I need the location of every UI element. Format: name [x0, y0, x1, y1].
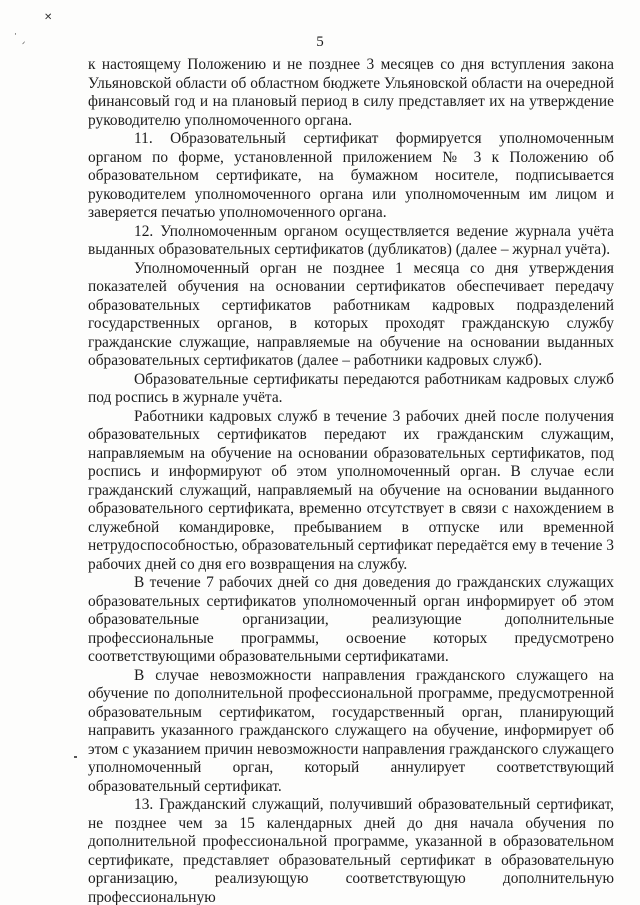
paragraph-13: 13. Гражданский служащий, получивший образовательный сертификат, не позднее чем за 15 календарных дней до дня начала обучения по дополнительной профессиональной программе, указанной в образовательном сертификате, представляет образовательный сертификат в образовательную организацию, реализующую соответствующую дополнительную профессиональную — [88, 796, 614, 905]
paragraph: В течение 7 рабочих дней со дня доведения до гражданских служащих образовательных сертификатов уполномоченный орган информирует об этом образовательные организации, реализующие дополнительные профессиональные программы, освоение которых предусмотрено соответствующими образовательными сертификатами. — [88, 574, 614, 665]
paragraph-11: 11. Образовательный сертификат формируется уполномоченным органом по форме, установленной приложением № 3 к Положению об образовательном сертификате, на бумажном носителе, подписывается руководителем уполномоченного органа или уполномоченным им лицом и заверяется печатью уполномоченного органа. — [88, 130, 614, 221]
document-body — [88, 56, 614, 905]
scan-mark: ᐟ — [22, 40, 26, 49]
paragraph: Работники кадровых служб в течение 3 рабочих дней после получения образовательных сертификатов передают их гражданским служащим, направляемым на обучение на основании образовательных сертификатов, под роспись и информируют об этом уполномоченный орган. В случае если гражданский служащий, направляемый на обучение на основании выданного образовательного сертификата, временно отсутствует в связи с нахождением в служебной командировке, пребыванием в отпуске или временной нетрудоспособностью, образовательный сертификат передаётся ему в течение 3 рабочих дней со дня его возвращения на службу. — [88, 407, 614, 573]
paragraph-12: 12. Уполномоченным органом осуществляется ведение журнала учёта выданных образовательных сертификатов (дубликатов) (далее – журнал учёта). — [88, 222, 614, 258]
paragraph: В случае невозможности направления гражданского служащего на обучение по дополнительной профессиональной программе, предусмотренной образовательным сертификатом, государственный орган, планирующий направить указанного гражданского служащего на обучение, информирует об этом с указанием причин невозможности направления гражданского служащего уполномоченный орган, который аннулирует соответствующий образовательный сертификат. — [88, 666, 614, 795]
page-number: 5 — [316, 34, 324, 50]
paragraph: Уполномоченный орган не позднее 1 месяца со дня утверждения показателей обучения на основании сертификатов обеспечивает передачу образовательных сертификатов работникам кадровых подразделений государственных органов, в которых проходят гражданскую службу гражданские служащие, направляемые на обучение на основании выданных образовательных сертификатов (далее – работники кадровых служб). — [88, 259, 614, 369]
paragraph-continuation: к настоящему Положению и не позднее 3 месяцев со дня вступления закона Ульяновской области об областном бюджете Ульяновской области на очередной финансовый год и на плановый период в силу представляет их на утверждение руководителю уполномоченного органа. — [88, 56, 614, 129]
paragraph: Образовательные сертификаты передаются работникам кадровых служб под роспись в журнале учёта. — [88, 370, 614, 406]
scan-mark: ✕ — [44, 12, 53, 23]
scan-mark: ‧ — [14, 30, 17, 40]
margin-mark — [74, 756, 77, 758]
